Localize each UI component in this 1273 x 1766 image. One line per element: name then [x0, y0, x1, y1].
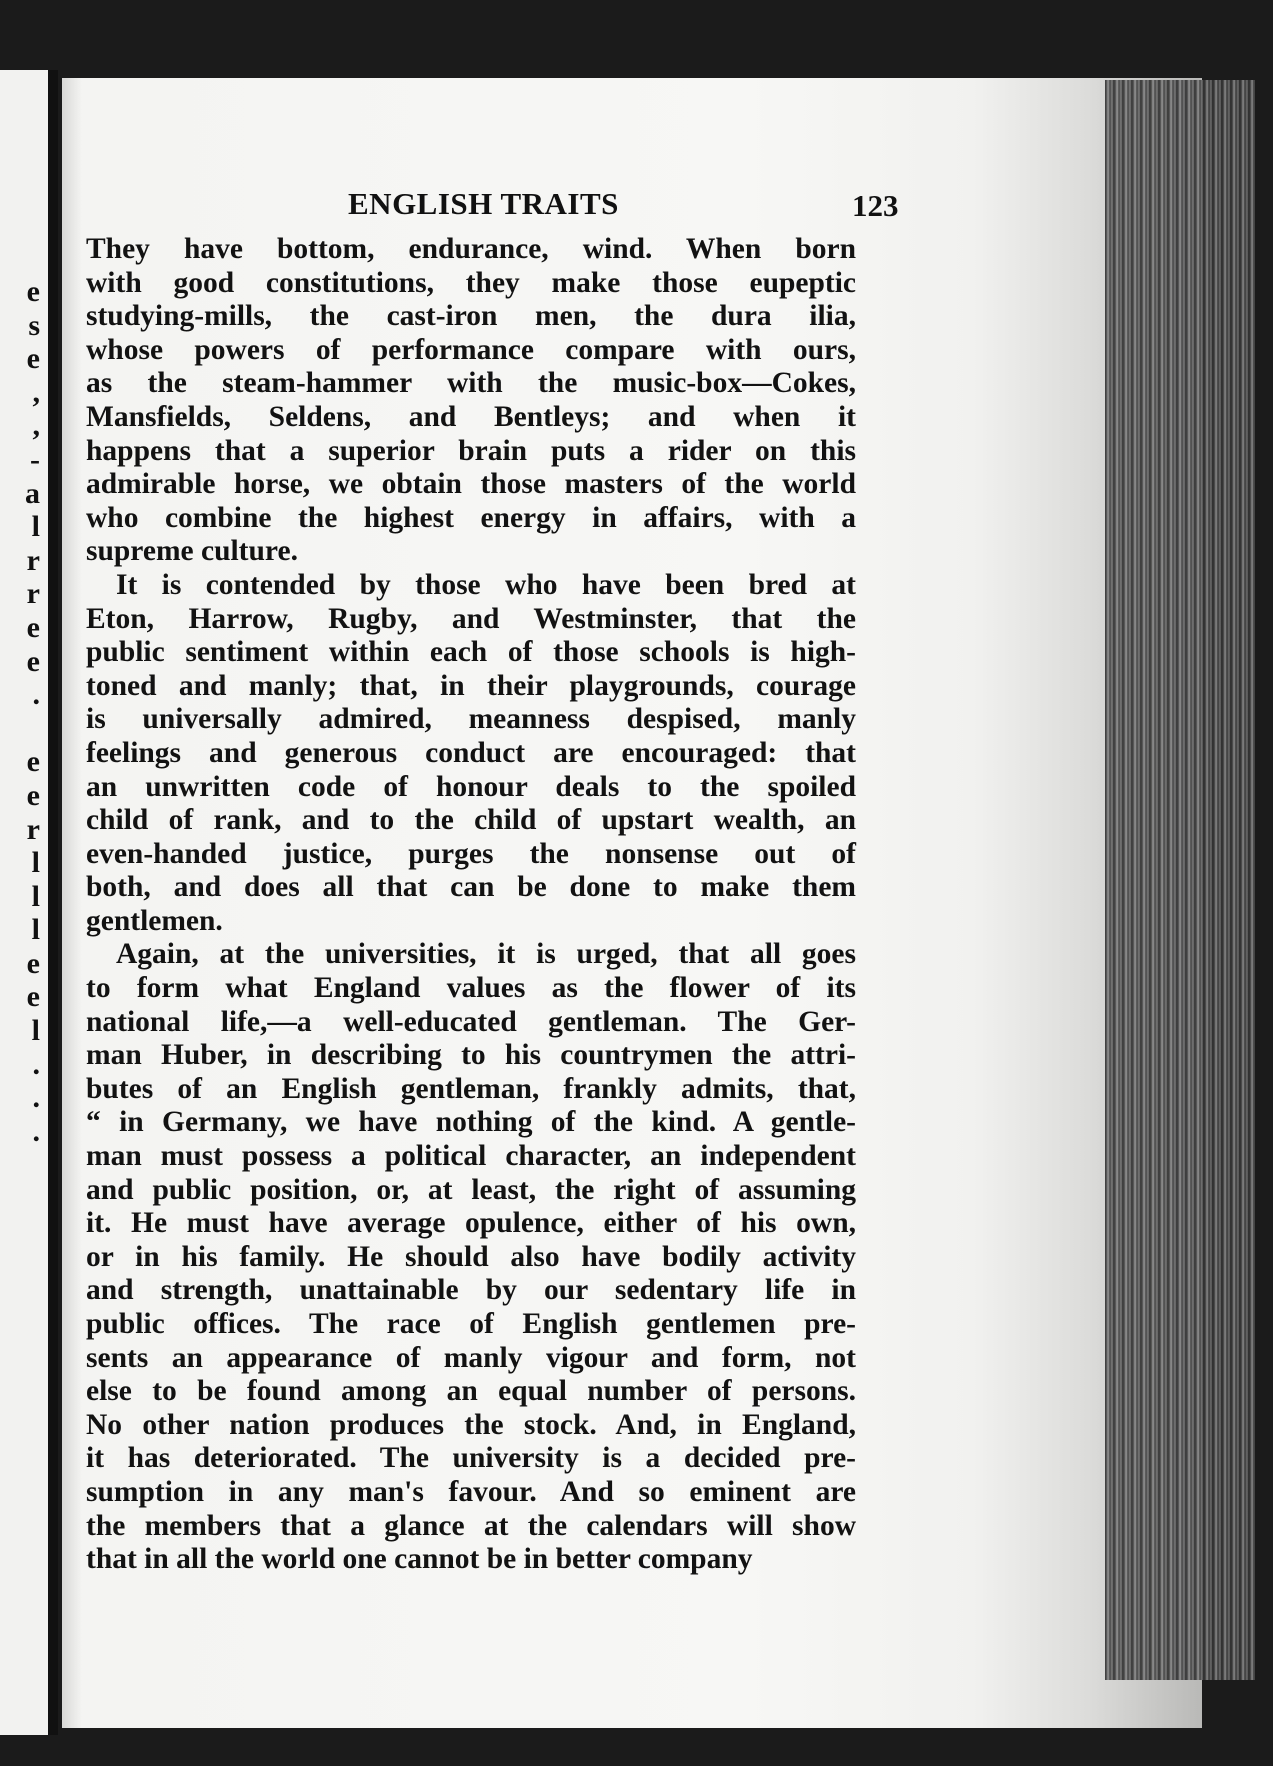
facing-page-fragment: , — [32, 409, 40, 443]
facing-page-fragment: . — [32, 678, 40, 712]
text-line: who combine the highest energy in affairs, with a — [86, 501, 856, 534]
facing-page-fragment: e — [26, 342, 40, 376]
facing-page-edge — [0, 70, 52, 1735]
text-line: both, and does all that can be done to make them — [86, 871, 856, 904]
text-line: supreme culture. — [86, 535, 298, 568]
text-line: with good constitutions, they make those eupeptic — [86, 266, 856, 299]
page-number: 123 — [852, 188, 899, 223]
text-line: it has deteriorated. The university is a decided pre- — [86, 1442, 856, 1475]
facing-page-fragments — [10, 275, 40, 1148]
text-line: They have bottom, endurance, wind. When born — [86, 233, 856, 265]
text-line: whose powers of performance compare with ours, — [86, 333, 856, 366]
facing-page-fragment: e — [26, 980, 40, 1014]
facing-page-fragment: l — [31, 1014, 40, 1048]
facing-page-fragment: . — [32, 1081, 40, 1115]
facing-page-fragment: e — [26, 644, 40, 678]
text-line: national life,—a well-educated gentleman. The Ger- — [86, 1005, 856, 1038]
text-line: public sentiment within each of those schools is high- — [86, 636, 856, 669]
facing-page-fragment: r — [26, 812, 40, 846]
text-line: to form what England values as the flower of its — [86, 972, 856, 1005]
facing-page-fragment: l — [31, 879, 40, 913]
text-line: an unwritten code of honour deals to the spoiled — [86, 770, 856, 803]
facing-page-fragment — [10, 712, 40, 746]
text-line: No other nation produces the stock. And, in England, — [86, 1408, 856, 1441]
facing-page-fragment: - — [30, 442, 40, 476]
text-line: public offices. The race of English gentlemen pre- — [86, 1308, 856, 1340]
text-line: happens that a superior brain puts a rider on this — [86, 434, 856, 467]
page-body — [86, 233, 856, 1577]
text-line: as the steam-hammer with the music-box—Cokes, — [86, 367, 856, 400]
facing-page-fragment: e — [26, 745, 40, 779]
facing-page-fragment: e — [26, 610, 40, 644]
facing-page-fragment: r — [26, 577, 40, 611]
text-line: and public position, or, at least, the right of assuming — [86, 1173, 856, 1206]
text-line: sumption in any man's favour. And so eminent are — [86, 1475, 856, 1508]
text-line: Mansfields, Seldens, and Bentleys; and when it — [86, 400, 856, 433]
facing-page-fragment: s — [28, 308, 40, 342]
text-line: child of rank, and to the child of upstart wealth, an — [86, 804, 856, 837]
facing-page-fragment: l — [31, 913, 40, 947]
text-line: feelings and generous conduct are encouraged: that — [86, 736, 856, 769]
facing-page-fragment: r — [26, 543, 40, 577]
facing-page-fragment: e — [26, 275, 40, 308]
paragraph — [86, 569, 856, 939]
text-line: else to be found among an equal number of persons. — [86, 1375, 856, 1408]
text-line: or in his family. He should also have bodily activity — [86, 1240, 856, 1273]
page-header — [62, 186, 1202, 226]
facing-page-fragment: l — [31, 846, 40, 880]
text-line: studying-mills, the cast-iron men, the dura ilia, — [86, 300, 856, 333]
text-line: man must possess a political character, an independent — [86, 1140, 856, 1173]
text-line: It is contended by those who have been bred at — [116, 568, 856, 601]
text-line: admirable horse, we obtain those masters of the world — [86, 468, 856, 501]
book-page — [62, 78, 1202, 1728]
running-title: ENGLISH TRAITS — [348, 186, 619, 221]
paragraph — [86, 938, 856, 1576]
text-line: gentlemen. — [86, 904, 223, 937]
page-fore-edge — [1105, 80, 1255, 1680]
facing-page-fragment: . — [32, 1114, 40, 1148]
text-line: the members that a glance at the calendars will show — [86, 1509, 856, 1542]
text-line: Eton, Harrow, Rugby, and Westminster, that the — [86, 602, 856, 635]
text-line: “ in Germany, we have nothing of the kind. A gentle- — [86, 1106, 856, 1139]
facing-page-fragment: e — [26, 778, 40, 812]
paragraph — [86, 233, 856, 569]
facing-page-fragment: e — [26, 946, 40, 980]
text-line: even-handed justice, purges the nonsense out of — [86, 837, 856, 870]
facing-page-fragment: a — [25, 476, 40, 510]
facing-page-fragment: l — [31, 510, 40, 544]
facing-page-fragment: , — [32, 375, 40, 409]
text-line: and strength, unattainable by our sedentary life in — [86, 1274, 856, 1307]
text-line: butes of an English gentleman, frankly admits, that, — [86, 1072, 856, 1105]
text-line: that in all the world one cannot be in better company — [86, 1543, 753, 1576]
facing-page-fragment: . — [32, 1047, 40, 1081]
text-line: man Huber, in describing to his countrymen the attri- — [86, 1039, 856, 1072]
text-line: sents an appearance of manly vigour and form, not — [86, 1341, 856, 1374]
text-line: Again, at the universities, it is urged, that all goes — [116, 938, 856, 971]
text-line: it. He must have average opulence, either of his own, — [86, 1207, 856, 1240]
text-line: toned and manly; that, in their playgrounds, courage — [86, 669, 856, 702]
book-gutter — [48, 70, 58, 1735]
text-line: is universally admired, meanness despised, manly — [86, 703, 856, 736]
